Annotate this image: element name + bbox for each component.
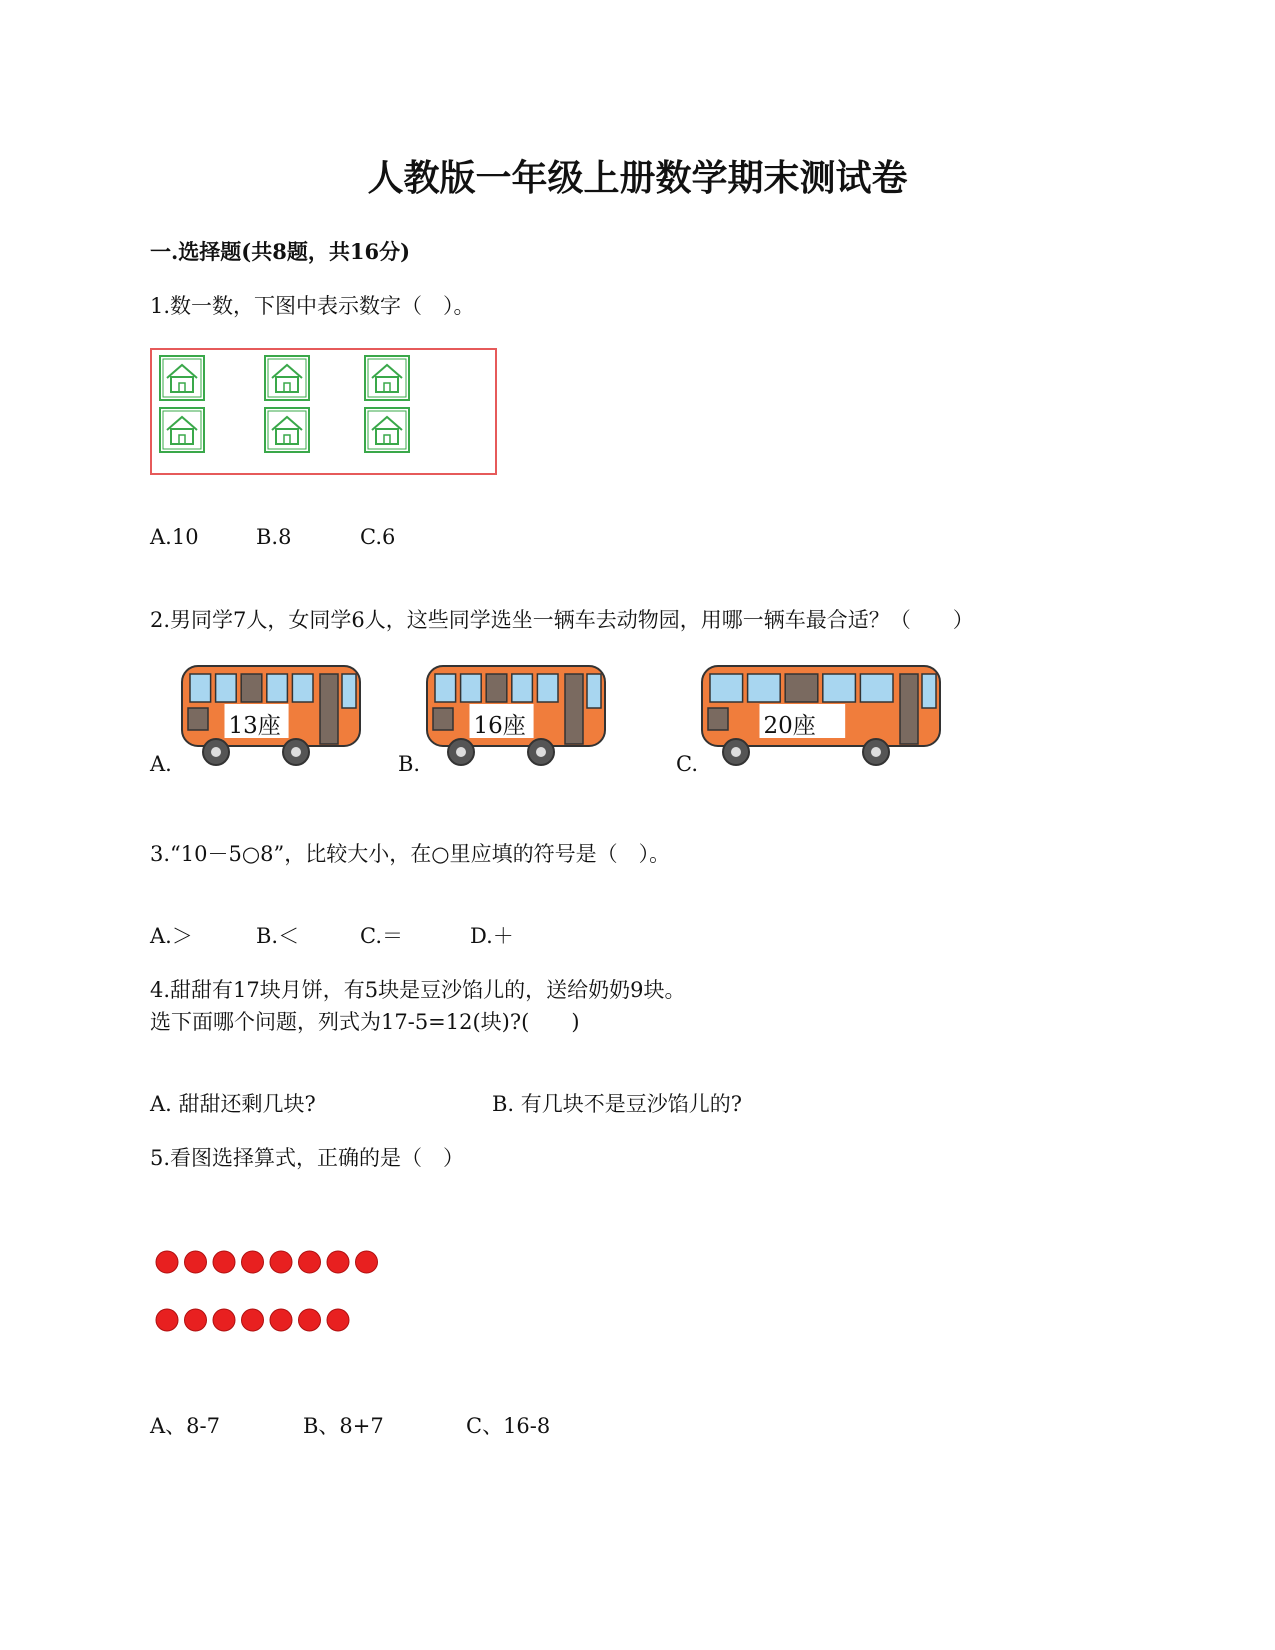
question-1-text: 1.数一数，下图中表示数字（ ）。 — [150, 294, 475, 318]
red-dot — [185, 1251, 207, 1273]
question-4-line-2: 选下面哪个问题，列式为17-5=12(块)?( ) — [150, 1010, 580, 1034]
red-dot — [156, 1309, 178, 1331]
red-dot — [185, 1309, 207, 1331]
red-dot — [356, 1251, 378, 1273]
red-dot — [242, 1251, 264, 1273]
house-icon — [160, 408, 204, 452]
house-icon — [265, 408, 309, 452]
house-icon — [265, 356, 309, 400]
page-title: 人教版一年级上册数学期末测试卷 — [367, 157, 908, 199]
q1-option-c[interactable]: C.6 — [360, 525, 396, 549]
bus-seat-label: 16座 — [473, 713, 526, 739]
q2-option-c[interactable]: C. — [676, 752, 698, 776]
red-dot — [213, 1309, 235, 1331]
red-dot — [327, 1309, 349, 1331]
q4-option-a[interactable]: A. 甜甜还剩几块? — [150, 1092, 316, 1116]
red-dot — [299, 1251, 321, 1273]
house-icon — [365, 356, 409, 400]
q4-option-b[interactable]: B. 有几块不是豆沙馅儿的? — [492, 1092, 743, 1116]
q5-option-b[interactable]: B、8+7 — [303, 1414, 384, 1438]
q3-option-b[interactable]: B.＜ — [256, 924, 300, 948]
bus-seat-label: 13座 — [228, 713, 281, 739]
red-dot — [327, 1251, 349, 1273]
q3-option-c[interactable]: C.＝ — [360, 924, 403, 948]
q2-option-a[interactable]: A. — [150, 752, 172, 776]
red-dot — [270, 1251, 292, 1273]
q1-option-a[interactable]: A.10 — [150, 525, 199, 549]
question-5-text: 5.看图选择算式，正确的是（ ） — [150, 1146, 465, 1170]
red-dot — [156, 1251, 178, 1273]
q3-option-a[interactable]: A.＞ — [150, 924, 193, 948]
bus-c[interactable] — [700, 660, 948, 775]
house-icon — [365, 408, 409, 452]
question-4-line-1: 4.甜甜有17块月饼，有5块是豆沙馅儿的，送给奶奶9块。 — [150, 978, 686, 1002]
red-dot — [299, 1309, 321, 1331]
house-icon — [160, 356, 204, 400]
red-dot — [213, 1251, 235, 1273]
question-2-text: 2.男同学7人，女同学6人，这些同学选坐一辆车去动物园，用哪一辆车最合适？（ ） — [150, 608, 974, 632]
bus-seat-label: 20座 — [763, 713, 816, 739]
q5-option-c[interactable]: C、16-8 — [466, 1414, 551, 1438]
red-dot — [242, 1309, 264, 1331]
question-3-text: 3.“10－5○8”，比较大小，在○里应填的符号是（ ）。 — [150, 842, 671, 866]
q1-option-b[interactable]: B.8 — [256, 525, 292, 549]
red-dot — [270, 1309, 292, 1331]
question-1-figure — [150, 348, 500, 478]
q2-option-b[interactable]: B. — [398, 752, 421, 776]
question-5-figure — [155, 1250, 415, 1340]
q5-option-a[interactable]: A、8-7 — [150, 1414, 220, 1438]
section-heading: 一.选择题(共8题，共16分) — [150, 239, 411, 264]
figure-border — [151, 349, 496, 474]
q3-option-d[interactable]: D.＋ — [470, 924, 514, 948]
